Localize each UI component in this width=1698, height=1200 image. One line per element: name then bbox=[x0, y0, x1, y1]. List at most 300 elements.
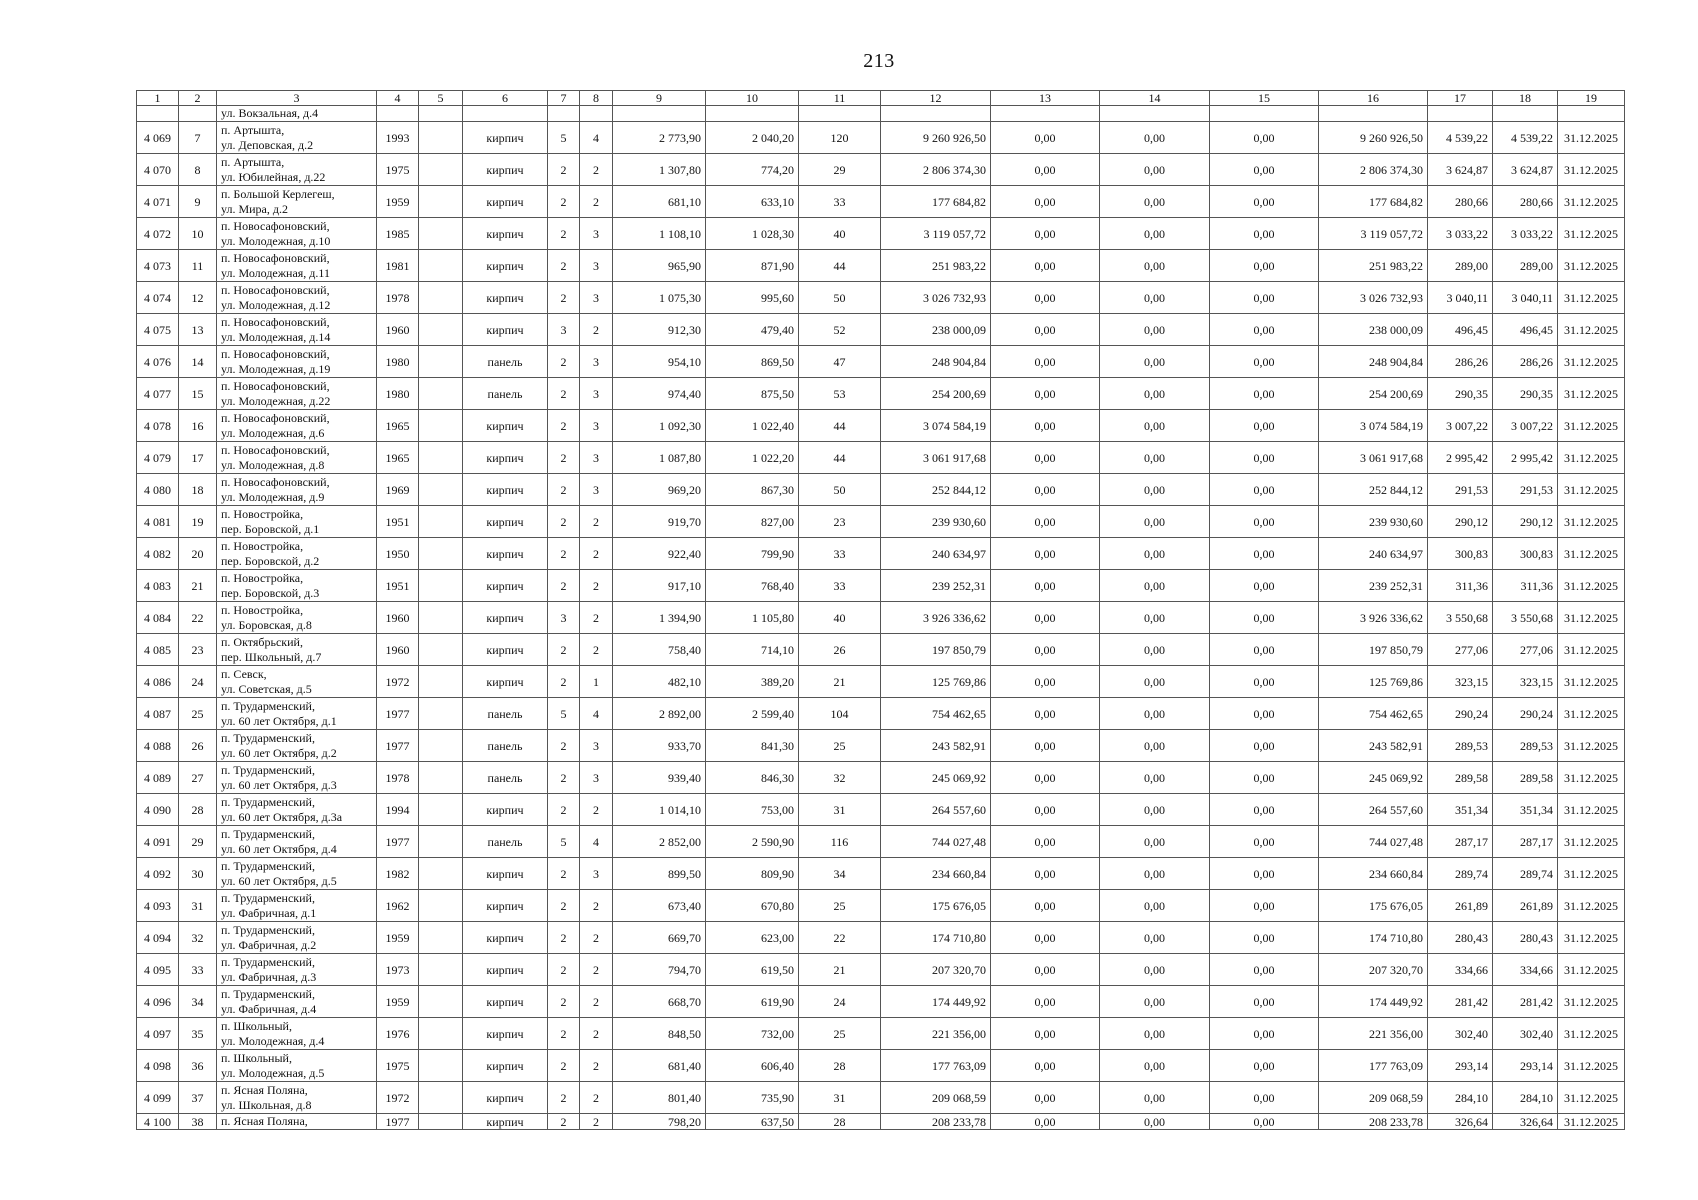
cell-c18: 3 033,22 bbox=[1493, 218, 1558, 250]
cell-residents: 52 bbox=[799, 314, 881, 346]
cell-date: 31.12.2025 bbox=[1558, 1050, 1625, 1082]
cell-c16: 248 904,84 bbox=[1319, 346, 1428, 378]
cell-c13: 0,00 bbox=[991, 922, 1100, 954]
cell-area-total: 668,70 bbox=[613, 986, 706, 1018]
cell-c17: 3 040,11 bbox=[1428, 282, 1493, 314]
cell-material: панель bbox=[463, 826, 548, 858]
cell-entrances: 3 bbox=[580, 218, 613, 250]
cell-date: 31.12.2025 bbox=[1558, 218, 1625, 250]
cell-n: 31 bbox=[179, 890, 217, 922]
cell-c14: 0,00 bbox=[1100, 506, 1210, 538]
cell-date: 31.12.2025 bbox=[1558, 250, 1625, 282]
cell-c16: 3 061 917,68 bbox=[1319, 442, 1428, 474]
cell-n: 20 bbox=[179, 538, 217, 570]
cell-area-total: 2 852,00 bbox=[613, 826, 706, 858]
cell-n: 25 bbox=[179, 698, 217, 730]
cell-cost-total: 221 356,00 bbox=[881, 1018, 991, 1050]
cell-area-living: 1 022,20 bbox=[706, 442, 799, 474]
cell-residents: 23 bbox=[799, 506, 881, 538]
cell-col5 bbox=[419, 282, 463, 314]
cell-c16: 177 684,82 bbox=[1319, 186, 1428, 218]
cell-n: 38 bbox=[179, 1114, 217, 1130]
cell-material: кирпич bbox=[463, 922, 548, 954]
cell-c17: 311,36 bbox=[1428, 570, 1493, 602]
cell-cost-total: 252 844,12 bbox=[881, 474, 991, 506]
cell-c18: 3 040,11 bbox=[1493, 282, 1558, 314]
cell-residents: 50 bbox=[799, 474, 881, 506]
cell-c15: 0,00 bbox=[1210, 378, 1319, 410]
cell-n: 26 bbox=[179, 730, 217, 762]
address-street: ул. Молодежная, д.11 bbox=[221, 265, 330, 280]
table-row bbox=[137, 890, 1625, 922]
cell-id: 4 085 bbox=[137, 634, 179, 666]
cell-address bbox=[217, 730, 377, 762]
column-number-row bbox=[137, 91, 1625, 106]
cell-col5 bbox=[419, 666, 463, 698]
cell-date: 31.12.2025 bbox=[1558, 282, 1625, 314]
cell-address bbox=[217, 890, 377, 922]
cell-c17: 290,12 bbox=[1428, 506, 1493, 538]
cell-year: 1962 bbox=[377, 890, 419, 922]
address-street: ул. 60 лет Октября, д.3 bbox=[221, 777, 337, 792]
cell-area-total: 954,10 bbox=[613, 346, 706, 378]
cell-cost-total: 254 200,69 bbox=[881, 378, 991, 410]
cell-c15: 0,00 bbox=[1210, 314, 1319, 346]
cell-c15: 0,00 bbox=[1210, 218, 1319, 250]
address-settlement: п. Новосафоновский, bbox=[221, 250, 330, 265]
cell-c14: 0,00 bbox=[1100, 314, 1210, 346]
table-row bbox=[137, 794, 1625, 826]
cell-c15: 0,00 bbox=[1210, 1018, 1319, 1050]
cell-col5 bbox=[419, 1050, 463, 1082]
cell-residents: 24 bbox=[799, 986, 881, 1018]
cell-date: 31.12.2025 bbox=[1558, 762, 1625, 794]
cell-c16: 3 926 336,62 bbox=[1319, 602, 1428, 634]
table-row bbox=[137, 378, 1625, 410]
cell-c18: 291,53 bbox=[1493, 474, 1558, 506]
cell-area-living: 2 590,90 bbox=[706, 826, 799, 858]
cell-floors: 2 bbox=[548, 346, 580, 378]
cell-area-total: 922,40 bbox=[613, 538, 706, 570]
address-street: ул. Молодежная, д.6 bbox=[221, 425, 325, 440]
cell-floors: 2 bbox=[548, 1114, 580, 1130]
cell-c16: 243 582,91 bbox=[1319, 730, 1428, 762]
address-settlement: п. Трударменский, bbox=[221, 954, 315, 969]
cell-n: 36 bbox=[179, 1050, 217, 1082]
cell-n: 22 bbox=[179, 602, 217, 634]
cell-cost-total: 251 983,22 bbox=[881, 250, 991, 282]
cell-material: кирпич bbox=[463, 122, 548, 154]
cell-floors: 2 bbox=[548, 506, 580, 538]
cell-area-living: 768,40 bbox=[706, 570, 799, 602]
cell-col5 bbox=[419, 922, 463, 954]
cell-id: 4 069 bbox=[137, 122, 179, 154]
cell-c15: 0,00 bbox=[1210, 570, 1319, 602]
cell-c13: 0,00 bbox=[991, 570, 1100, 602]
cell-c18: 287,17 bbox=[1493, 826, 1558, 858]
cell-residents: 28 bbox=[799, 1114, 881, 1130]
cell-area-living: 670,80 bbox=[706, 890, 799, 922]
cell-col5 bbox=[419, 122, 463, 154]
address-settlement: п. Новосафоновский, bbox=[221, 410, 330, 425]
cell-col5 bbox=[419, 890, 463, 922]
cell-material: панель bbox=[463, 762, 548, 794]
address-street: ул. Школьная, д.8 bbox=[221, 1097, 312, 1112]
column-number: 19 bbox=[1558, 91, 1625, 106]
column-number: 15 bbox=[1210, 91, 1319, 106]
cell-c13: 0,00 bbox=[991, 1114, 1100, 1130]
cell-col5 bbox=[419, 250, 463, 282]
cell-cost-total: 239 930,60 bbox=[881, 506, 991, 538]
cell-c15: 0,00 bbox=[1210, 666, 1319, 698]
table-row bbox=[137, 538, 1625, 570]
cell-date: 31.12.2025 bbox=[1558, 698, 1625, 730]
cell-c17: 290,24 bbox=[1428, 698, 1493, 730]
cell-floors: 2 bbox=[548, 186, 580, 218]
cell-cost-total: 3 926 336,62 bbox=[881, 602, 991, 634]
cell-c15: 0,00 bbox=[1210, 506, 1319, 538]
cell-c18: 496,45 bbox=[1493, 314, 1558, 346]
cell-year: 1978 bbox=[377, 762, 419, 794]
cell-col5 bbox=[419, 506, 463, 538]
cell-c18: 326,64 bbox=[1493, 1114, 1558, 1130]
cell-material: кирпич bbox=[463, 890, 548, 922]
cell-c14: 0,00 bbox=[1100, 346, 1210, 378]
cell-year: 1976 bbox=[377, 1018, 419, 1050]
cell-date: 31.12.2025 bbox=[1558, 1114, 1625, 1130]
cell-c16: 3 026 732,93 bbox=[1319, 282, 1428, 314]
cell-id: 4 094 bbox=[137, 922, 179, 954]
cell-c18: 286,26 bbox=[1493, 346, 1558, 378]
cell-c16: 3 119 057,72 bbox=[1319, 218, 1428, 250]
cell-area-total: 1 075,30 bbox=[613, 282, 706, 314]
cell-c16: 175 676,05 bbox=[1319, 890, 1428, 922]
cell-id: 4 087 bbox=[137, 698, 179, 730]
cell-material: кирпич bbox=[463, 410, 548, 442]
cell-residents: 33 bbox=[799, 570, 881, 602]
cell-c13: 0,00 bbox=[991, 954, 1100, 986]
cell-col5 bbox=[419, 538, 463, 570]
cell-col5 bbox=[419, 1082, 463, 1114]
cell-id: 4 082 bbox=[137, 538, 179, 570]
cell-c17: 284,10 bbox=[1428, 1082, 1493, 1114]
cell-area-living: 479,40 bbox=[706, 314, 799, 346]
cell-entrances: 3 bbox=[580, 858, 613, 890]
cell-c18: 334,66 bbox=[1493, 954, 1558, 986]
cell-area-total: 794,70 bbox=[613, 954, 706, 986]
cell-col5 bbox=[419, 442, 463, 474]
cell-id: 4 070 bbox=[137, 154, 179, 186]
table-row bbox=[137, 410, 1625, 442]
address-settlement: п. Трударменский, bbox=[221, 986, 315, 1001]
cell-entrances: 2 bbox=[580, 506, 613, 538]
address-street: ул. Молодежная, д.4 bbox=[221, 1033, 325, 1048]
cell-cost-total: 174 449,92 bbox=[881, 986, 991, 1018]
cell-c13: 0,00 bbox=[991, 218, 1100, 250]
column-number: 4 bbox=[377, 91, 419, 106]
cell-area-living: 735,90 bbox=[706, 1082, 799, 1114]
address-street: ул. Деповская, д.2 bbox=[221, 137, 314, 152]
cell-n: 33 bbox=[179, 954, 217, 986]
cell-c16: 2 806 374,30 bbox=[1319, 154, 1428, 186]
cell-entrances: 4 bbox=[580, 122, 613, 154]
cell-c16: 239 930,60 bbox=[1319, 506, 1428, 538]
cell-cost-total: 174 710,80 bbox=[881, 922, 991, 954]
cell-area-living: 827,00 bbox=[706, 506, 799, 538]
cell-residents: 28 bbox=[799, 1050, 881, 1082]
cell-floors: 2 bbox=[548, 538, 580, 570]
cell-c15: 0,00 bbox=[1210, 250, 1319, 282]
cell-c16: 252 844,12 bbox=[1319, 474, 1428, 506]
cell-area-total: 919,70 bbox=[613, 506, 706, 538]
cell-area-living: 389,20 bbox=[706, 666, 799, 698]
cell-area-living: 774,20 bbox=[706, 154, 799, 186]
cell-address bbox=[217, 1082, 377, 1114]
cell-id: 4 084 bbox=[137, 602, 179, 634]
cell-floors: 3 bbox=[548, 314, 580, 346]
cell-area-living: 869,50 bbox=[706, 346, 799, 378]
cell-c17: 293,14 bbox=[1428, 1050, 1493, 1082]
cell-year: 1981 bbox=[377, 250, 419, 282]
cell-n: 16 bbox=[179, 410, 217, 442]
cell-c17: 290,35 bbox=[1428, 378, 1493, 410]
cell-floors: 5 bbox=[548, 698, 580, 730]
cell-n: 28 bbox=[179, 794, 217, 826]
cell-n: 17 bbox=[179, 442, 217, 474]
cell-date: 31.12.2025 bbox=[1558, 634, 1625, 666]
cell-area-living: 1 028,30 bbox=[706, 218, 799, 250]
cell-c13: 0,00 bbox=[991, 442, 1100, 474]
cell-c13: 0,00 bbox=[991, 602, 1100, 634]
cell-residents: 40 bbox=[799, 218, 881, 250]
cell-c14: 0,00 bbox=[1100, 1082, 1210, 1114]
cell-n: 8 bbox=[179, 154, 217, 186]
table-row bbox=[137, 346, 1625, 378]
cell-floors: 2 bbox=[548, 410, 580, 442]
cell-address bbox=[217, 858, 377, 890]
cell-residents: 25 bbox=[799, 890, 881, 922]
address-street: пер. Боровской, д.3 bbox=[221, 585, 320, 600]
cell-address bbox=[217, 698, 377, 730]
cell-c13: 0,00 bbox=[991, 122, 1100, 154]
cell-entrances: 1 bbox=[580, 666, 613, 698]
cell-residents: 21 bbox=[799, 666, 881, 698]
cell-c17: 3 624,87 bbox=[1428, 154, 1493, 186]
cell-c13: 0,00 bbox=[991, 1018, 1100, 1050]
cell-residents: 25 bbox=[799, 1018, 881, 1050]
cell-address bbox=[217, 986, 377, 1018]
cell-material: кирпич bbox=[463, 666, 548, 698]
cell-floors: 2 bbox=[548, 858, 580, 890]
address-settlement: п. Новосафоновский, bbox=[221, 282, 330, 297]
table-row bbox=[137, 730, 1625, 762]
cell-date: 31.12.2025 bbox=[1558, 474, 1625, 506]
cell-c13: 0,00 bbox=[991, 154, 1100, 186]
column-number: 16 bbox=[1319, 91, 1428, 106]
cell-col5 bbox=[419, 986, 463, 1018]
cell-c17: 3 007,22 bbox=[1428, 410, 1493, 442]
cell-entrances: 3 bbox=[580, 442, 613, 474]
cell-c18: 289,00 bbox=[1493, 250, 1558, 282]
address-settlement: п. Школьный, bbox=[221, 1018, 292, 1033]
cell-id: 4 075 bbox=[137, 314, 179, 346]
cell-c15: 0,00 bbox=[1210, 410, 1319, 442]
cell-c16: 254 200,69 bbox=[1319, 378, 1428, 410]
cell-area-living: 633,10 bbox=[706, 186, 799, 218]
cell-id: 4 093 bbox=[137, 890, 179, 922]
cell-floors: 5 bbox=[548, 122, 580, 154]
cell-id: 4 086 bbox=[137, 666, 179, 698]
cell-year: 1960 bbox=[377, 634, 419, 666]
cell-floors: 2 bbox=[548, 794, 580, 826]
cell-address bbox=[217, 826, 377, 858]
cell-c18: 289,58 bbox=[1493, 762, 1558, 794]
cell-area-living: 753,00 bbox=[706, 794, 799, 826]
cell-address bbox=[217, 538, 377, 570]
cell-area-total: 1 092,30 bbox=[613, 410, 706, 442]
cell-cost-total: 234 660,84 bbox=[881, 858, 991, 890]
address-street: ул. Молодежная, д.12 bbox=[221, 297, 331, 312]
cell-date: 31.12.2025 bbox=[1558, 154, 1625, 186]
cell-address bbox=[217, 1050, 377, 1082]
cell-area-total: 917,10 bbox=[613, 570, 706, 602]
cell-year: 1977 bbox=[377, 1114, 419, 1130]
cell-c16: 125 769,86 bbox=[1319, 666, 1428, 698]
cell-year: 1993 bbox=[377, 122, 419, 154]
cell-c17: 289,53 bbox=[1428, 730, 1493, 762]
cell-c15: 0,00 bbox=[1210, 890, 1319, 922]
cell-material: кирпич bbox=[463, 1114, 548, 1130]
cell-c15: 0,00 bbox=[1210, 986, 1319, 1018]
cell-floors: 2 bbox=[548, 154, 580, 186]
cell-cost-total: 240 634,97 bbox=[881, 538, 991, 570]
cell-c13: 0,00 bbox=[991, 250, 1100, 282]
table-row bbox=[137, 1018, 1625, 1050]
cell-area-total: 2 892,00 bbox=[613, 698, 706, 730]
cell-entrances: 3 bbox=[580, 762, 613, 794]
cell-c14: 0,00 bbox=[1100, 762, 1210, 794]
cell-c18: 290,12 bbox=[1493, 506, 1558, 538]
cell-area-total: 2 773,90 bbox=[613, 122, 706, 154]
cell-id: 4 078 bbox=[137, 410, 179, 442]
cell-residents: 53 bbox=[799, 378, 881, 410]
cell-entrances: 2 bbox=[580, 794, 613, 826]
cell-n: 37 bbox=[179, 1082, 217, 1114]
cell-material: кирпич bbox=[463, 794, 548, 826]
column-number: 5 bbox=[419, 91, 463, 106]
table-row bbox=[137, 442, 1625, 474]
cell-residents: 31 bbox=[799, 1082, 881, 1114]
cell-area-total: 969,20 bbox=[613, 474, 706, 506]
cell-floors: 2 bbox=[548, 218, 580, 250]
address-settlement: п. Большой Керлегеш, bbox=[221, 186, 335, 201]
address-settlement: п. Ясная Поляна, bbox=[221, 1114, 308, 1128]
cell-n: 29 bbox=[179, 826, 217, 858]
cell-c13: 0,00 bbox=[991, 730, 1100, 762]
address-settlement: п. Школьный, bbox=[221, 1050, 292, 1065]
cell-area-living: 2 040,20 bbox=[706, 122, 799, 154]
cell-area-living: 809,90 bbox=[706, 858, 799, 890]
cell-id: 4 081 bbox=[137, 506, 179, 538]
cell-c16: 238 000,09 bbox=[1319, 314, 1428, 346]
cell-entrances: 2 bbox=[580, 186, 613, 218]
address-settlement: п. Новосафоновский, bbox=[221, 346, 330, 361]
cell-year: 1959 bbox=[377, 922, 419, 954]
cell-c17: 4 539,22 bbox=[1428, 122, 1493, 154]
cell-cost-total: 175 676,05 bbox=[881, 890, 991, 922]
cell-c16: 264 557,60 bbox=[1319, 794, 1428, 826]
cell-cost-total: 177 684,82 bbox=[881, 186, 991, 218]
cell-date: 31.12.2025 bbox=[1558, 1082, 1625, 1114]
cell-col5 bbox=[419, 346, 463, 378]
cell-c14: 0,00 bbox=[1100, 538, 1210, 570]
cell-n: 18 bbox=[179, 474, 217, 506]
cell-entrances: 3 bbox=[580, 250, 613, 282]
table-row bbox=[137, 698, 1625, 730]
cell-material: кирпич bbox=[463, 314, 548, 346]
address-street: ул. Фабричная, д.1 bbox=[221, 905, 317, 920]
cell-material: кирпич bbox=[463, 186, 548, 218]
cell-entrances: 4 bbox=[580, 826, 613, 858]
cell-entrances: 2 bbox=[580, 634, 613, 666]
cell-c16: 3 074 584,19 bbox=[1319, 410, 1428, 442]
cell-address bbox=[217, 602, 377, 634]
cell-id: 4 089 bbox=[137, 762, 179, 794]
cell-area-total: 974,40 bbox=[613, 378, 706, 410]
cell-entrances: 4 bbox=[580, 698, 613, 730]
cell-area-total: 673,40 bbox=[613, 890, 706, 922]
cell-id: 4 098 bbox=[137, 1050, 179, 1082]
cell-address bbox=[217, 506, 377, 538]
cell-entrances: 3 bbox=[580, 730, 613, 762]
page-number: 213 bbox=[863, 50, 895, 72]
address-street: ул. Молодежная, д.9 bbox=[221, 489, 325, 504]
cell-entrances: 3 bbox=[580, 474, 613, 506]
cell-residents: 32 bbox=[799, 762, 881, 794]
address-street: ул. Молодежная, д.8 bbox=[221, 457, 325, 472]
cell-date: 31.12.2025 bbox=[1558, 538, 1625, 570]
cell-date: 31.12.2025 bbox=[1558, 794, 1625, 826]
cell-area-living: 995,60 bbox=[706, 282, 799, 314]
cell-c15: 0,00 bbox=[1210, 442, 1319, 474]
cell-area-total: 681,10 bbox=[613, 186, 706, 218]
cell-material: кирпич bbox=[463, 634, 548, 666]
cell-c14: 0,00 bbox=[1100, 410, 1210, 442]
cell-cost-total: 3 061 917,68 bbox=[881, 442, 991, 474]
column-number: 7 bbox=[548, 91, 580, 106]
cell-id: 4 095 bbox=[137, 954, 179, 986]
cell-c14: 0,00 bbox=[1100, 922, 1210, 954]
address-settlement: п. Новосафоновский, bbox=[221, 474, 330, 489]
cell-entrances: 2 bbox=[580, 1018, 613, 1050]
cell-col5 bbox=[419, 954, 463, 986]
cell-id: 4 097 bbox=[137, 1018, 179, 1050]
cell-material: кирпич bbox=[463, 858, 548, 890]
cell-area-living: 619,90 bbox=[706, 986, 799, 1018]
cell-c17: 351,34 bbox=[1428, 794, 1493, 826]
cell-id: 4 088 bbox=[137, 730, 179, 762]
cell-c15: 0,00 bbox=[1210, 1114, 1319, 1130]
cell-area-living: 606,40 bbox=[706, 1050, 799, 1082]
table-row bbox=[137, 570, 1625, 602]
cell-residents: 29 bbox=[799, 154, 881, 186]
cell-material: кирпич bbox=[463, 250, 548, 282]
cell-material: панель bbox=[463, 378, 548, 410]
cell-c16: 9 260 926,50 bbox=[1319, 122, 1428, 154]
address-settlement: п. Трударменский, bbox=[221, 794, 315, 809]
cell-cost-total: 207 320,70 bbox=[881, 954, 991, 986]
cell-address bbox=[217, 954, 377, 986]
